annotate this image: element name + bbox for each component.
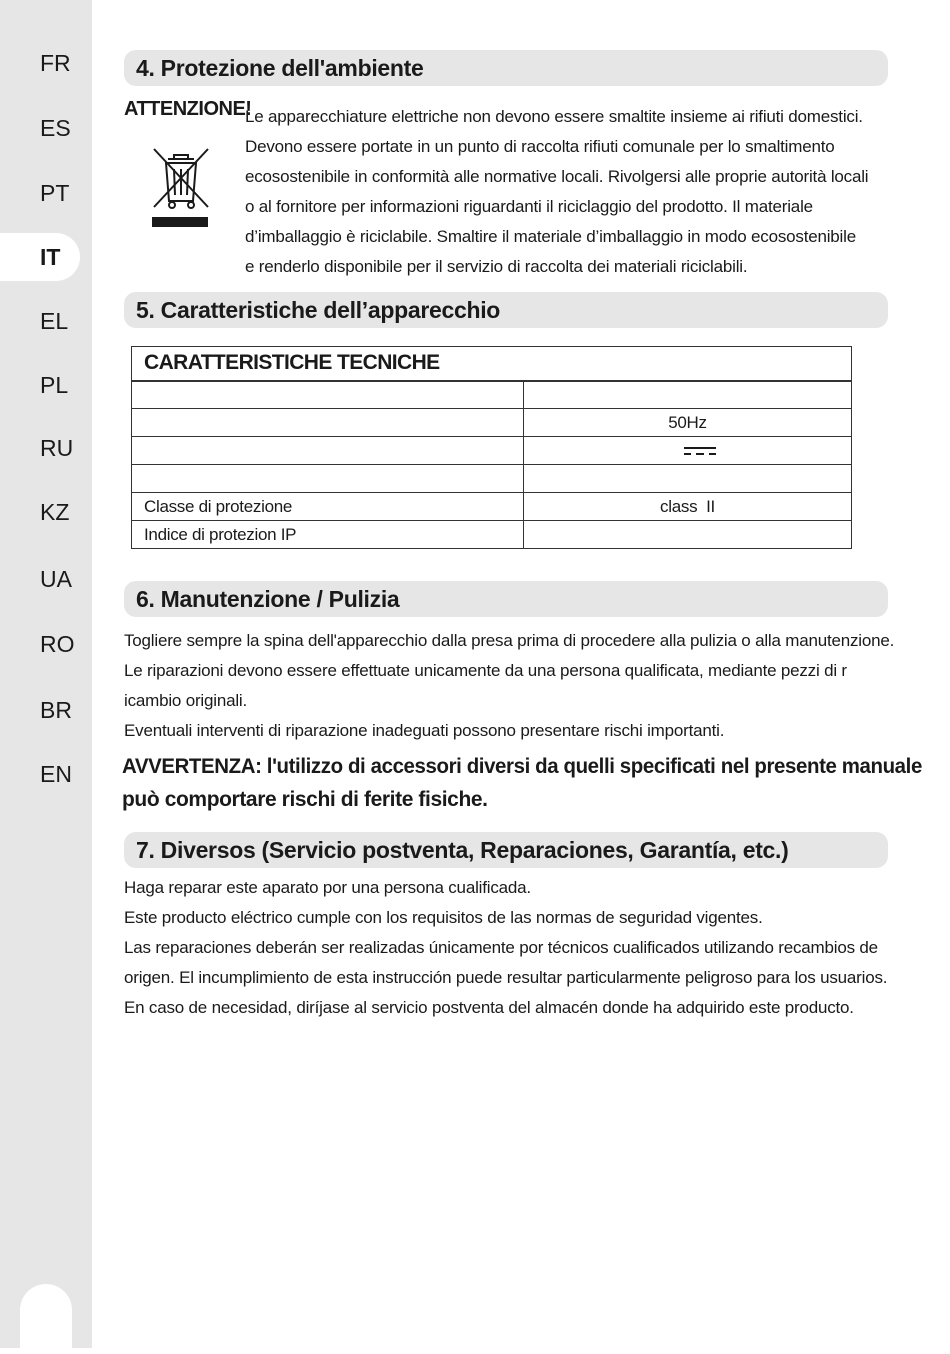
section-7-heading	[124, 832, 888, 868]
spec-value	[524, 465, 852, 493]
section-7-title: 7. Diversos (Servicio postventa, Reparaciones, Garantía, etc.)	[136, 836, 789, 863]
spec-label	[132, 381, 524, 409]
spec-label	[132, 437, 524, 465]
body-line: Le apparecchiature elettriche non devono essere smaltite insieme ai rifiuti domestici.	[245, 107, 863, 126]
table-row	[132, 493, 852, 521]
technical-specs-table	[131, 346, 852, 549]
spec-value	[524, 381, 852, 409]
lang-tab-it[interactable]: IT	[0, 233, 80, 281]
section-6-heading	[124, 581, 888, 617]
lang-tab-ru[interactable]: RU	[40, 434, 74, 461]
body-line: Haga reparar este aparato por una persona cualificada.	[124, 878, 531, 897]
section-4-heading	[124, 50, 888, 86]
body-line: o al fornitore per informazioni riguardanti il riciclaggio del prodotto. Il materiale	[245, 197, 813, 216]
spec-value: 50Hz	[524, 409, 852, 437]
table-row	[132, 521, 852, 549]
table-row	[132, 381, 852, 409]
language-sidebar	[0, 0, 92, 1348]
body-line: Las reparaciones deberán ser realizadas únicamente por técnicos cualificados utilizando recambios de	[124, 938, 878, 957]
spec-label: Classe di protezione	[132, 493, 524, 521]
spec-label: Indice di protezion IP	[132, 521, 524, 549]
lang-tab-pl[interactable]: PL	[40, 371, 69, 398]
warning-text	[122, 750, 922, 816]
section-5-title: 5. Caratteristiche dell’apparecchio	[136, 296, 501, 323]
dc-current-symbol-icon	[683, 445, 717, 457]
spec-value	[524, 437, 852, 465]
body-line: Le riparazioni devono essere effettuate unicamente da una persona qualificata, mediante pezzi di r	[124, 661, 847, 680]
spec-value	[524, 521, 852, 549]
lang-tab-pt[interactable]: PT	[40, 179, 70, 206]
section-4-title: 4. Protezione dell'ambiente	[136, 54, 424, 81]
attention-label: ATTENZIONE!	[124, 98, 252, 120]
section-6-title: 6. Manutenzione / Pulizia	[136, 585, 400, 612]
body-line: origen. El incumplimiento de esta instrucción puede resultar particularmente peligroso para los usuarios.	[124, 968, 888, 987]
body-line: Eventuali interventi di riparazione inadeguati possono presentare rischi importanti.	[124, 721, 725, 740]
body-line: e renderlo disponibile per il servizio di raccolta dei materiali riciclabili.	[245, 257, 748, 276]
section-4-body	[245, 102, 925, 282]
section-6-body	[124, 626, 934, 746]
body-line: Este producto eléctrico cumple con los requisitos de las normas de seguridad vigentes.	[124, 908, 763, 927]
lang-tab-ua[interactable]: UA	[40, 565, 72, 592]
lang-tab-ro[interactable]: RO	[40, 630, 75, 657]
spec-label	[132, 465, 524, 493]
table-header: CARATTERISTICHE TECNICHE	[132, 347, 852, 381]
warning-line: AVVERTENZA: l'utilizzo di accessori diversi da quelli specificati nel presente manuale	[122, 755, 922, 778]
lang-tab-kz[interactable]: KZ	[40, 498, 70, 525]
table-row	[132, 409, 852, 437]
spec-value: class II	[524, 493, 852, 521]
weee-crossed-bin-icon	[150, 145, 212, 231]
body-line: Devono essere portate in un punto di raccolta rifiuti comunale per lo smaltimento	[245, 137, 835, 156]
lang-tab-br[interactable]: BR	[40, 696, 72, 723]
body-line: d’imballaggio è riciclabile. Smaltire il materiale d’imballaggio in modo ecosostenibile	[245, 227, 856, 246]
lang-tab-fr[interactable]: FR	[40, 49, 71, 76]
body-line: En caso de necesidad, diríjase al servicio postventa del almacén donde ha adquirido este producto.	[124, 998, 854, 1017]
lang-tab-en[interactable]: EN	[40, 760, 72, 787]
table-row	[132, 465, 852, 493]
lang-tab-es[interactable]: ES	[40, 114, 71, 141]
bottom-page-tab	[20, 1284, 72, 1354]
table-row	[132, 437, 852, 465]
section-7-body	[124, 873, 934, 1023]
lang-tab-el[interactable]: EL	[40, 307, 69, 334]
warning-line: può comportare rischi di ferite fisiche.	[122, 788, 488, 811]
body-line: ecosostenibile in conformità alle normative locali. Rivolgersi alle proprie autorità locali	[245, 167, 869, 186]
table-header-row	[132, 347, 852, 381]
spec-label	[132, 409, 524, 437]
section-5-heading	[124, 292, 888, 328]
body-line: icambio originali.	[124, 691, 248, 710]
body-line: Togliere sempre la spina dell'apparecchio dalla presa prima di procedere alla pulizia o alla manutenzione.	[124, 631, 895, 650]
